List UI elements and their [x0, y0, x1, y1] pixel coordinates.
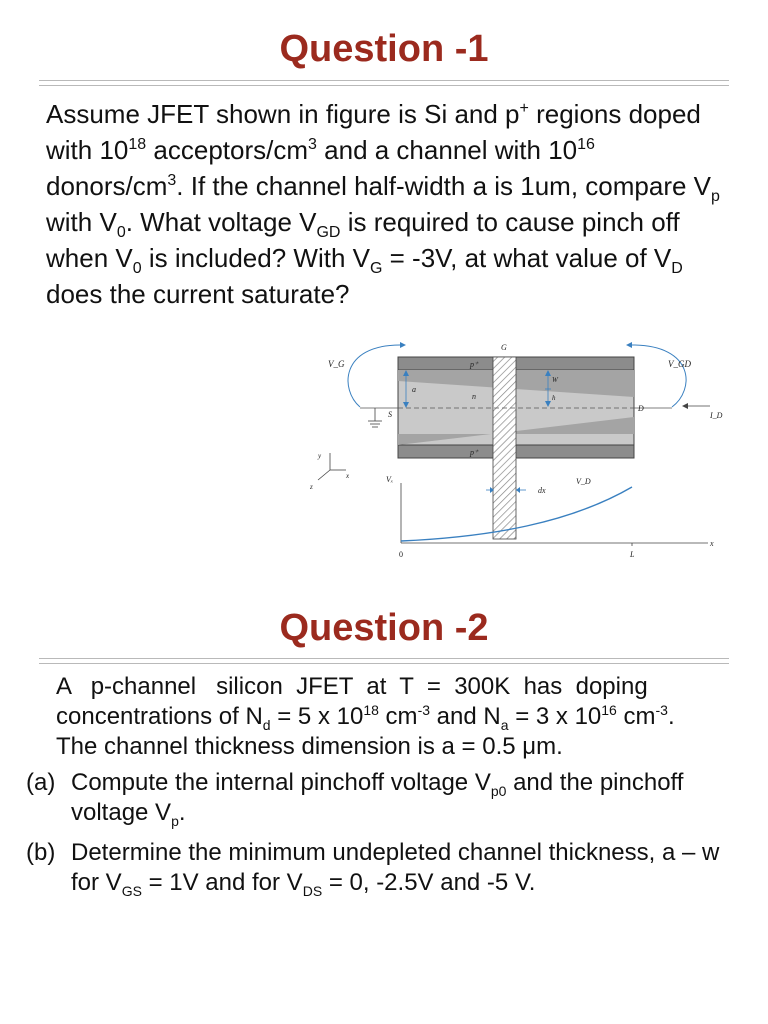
gate-contact-slice	[493, 357, 516, 539]
label-vg: V_G	[328, 359, 345, 369]
label-x-axis: x	[710, 539, 714, 548]
label-vx: Vₓ	[386, 475, 394, 484]
label-a: a	[412, 385, 416, 394]
label-zero: 0	[399, 550, 403, 559]
part-a-text: Compute the internal pinchoff voltage $V_{p0}$ and the pinchoff voltage $V_p$.	[71, 769, 684, 829]
vg-arc	[348, 345, 400, 407]
question-2-line-2: concentrations of $N_d = 5$ x $10^{18}$ $cm^{-3}$ and $N_a = 3$ x $10^{16}$ $cm^{-3}$.	[56, 702, 675, 733]
question-2-line-1: A p-channel silicon JFET at T = 300K has doping	[56, 673, 648, 700]
jfet-figure	[300, 335, 730, 567]
label-vgd: V_GD	[668, 359, 691, 369]
label-s: S	[388, 410, 392, 419]
label-dx: dx	[538, 486, 546, 495]
question-2-title: Question -2	[279, 607, 489, 649]
part-b-text: Determine the minimum undepleted channel thickness, a – w for $V_{GS} = 1V$ and for $V_{DS} = 0$, -2.5V and -5 V.	[71, 839, 720, 899]
part-a-label: (a)	[26, 769, 56, 796]
label-w: W	[552, 376, 558, 384]
label-d: D	[638, 404, 644, 413]
label-l: L	[630, 550, 635, 559]
label-x: x	[346, 472, 350, 480]
title-divider-2	[39, 658, 729, 664]
label-h: h	[552, 394, 556, 402]
part-b-label: (b)	[26, 839, 56, 866]
label-p-plus-bottom: p⁺	[470, 448, 479, 457]
label-n: n	[472, 392, 476, 401]
channel-voltage-curve	[401, 487, 632, 541]
label-z: z	[310, 483, 313, 491]
label-id: I_D	[710, 411, 723, 420]
label-vd: V_D	[576, 477, 591, 486]
vgd-arc	[632, 345, 686, 407]
title-divider	[39, 80, 729, 86]
label-p-plus-top: p⁺	[470, 360, 479, 369]
question-1-title: Question -1	[279, 28, 489, 70]
question-2-line-3: The channel thickness dimension is a = 0.5 μm.	[56, 733, 563, 760]
question-1-text: Assume JFET shown in figure is Si and p+ regions doped with $10^{18}$ acceptors/$cm^3$ and a channel with $10^{16}$ donors/$cm^3$. If the channel half-width a is 1um, compare $V_p$ with $V_0$. What voltage $V_{GD}$ is required to cause pinch off when $V_0$ is included? With $V_G = -3V$, at what value of $V_D$ does the current saturate?	[46, 99, 720, 309]
label-g: G	[501, 343, 507, 352]
label-y: y	[318, 452, 322, 460]
